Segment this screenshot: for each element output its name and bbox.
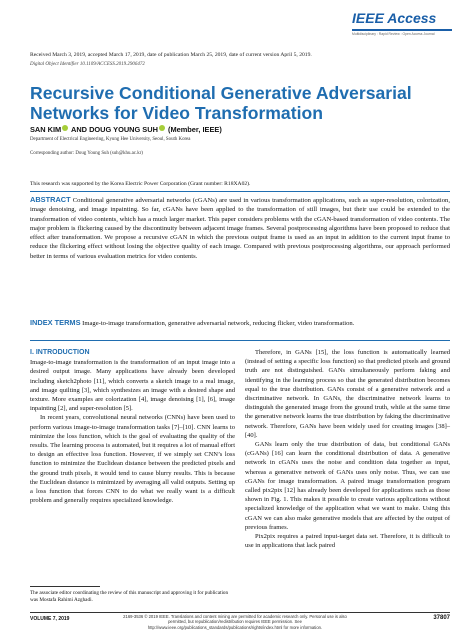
logo-text: IEEE Access [352, 10, 437, 26]
orcid-icon [159, 125, 165, 131]
volume-label: VOLUME 7, 2019 [30, 616, 70, 622]
paragraph: Image-to-image transformation is the transformation of an input image into a desired output image. Many applications have already been developed including sketch2photo [11], which converts a sketch image to a real image, and image quilting [3], which synthesizes an image with a desired shape and texture. More examples are colorization [4], image denoising [1], [6], image inpainting [2], and super-resolution [5]. [30, 359, 235, 413]
license-note: 2169-3536 © 2019 IEEE. Translations and content mining are permitted for academic research only. Personal use is also permitted, but republication/redistribution requires IEEE permission. See http://www.ieee.org/publications_standards/publications/rights/index.html for more information. [123, 614, 347, 630]
paragraph: Therefore, in GANs [15], the loss function is automatically learned (instead of setting a specific loss function) so that predicted pixels and ground truth are not distinguished. GANs simultaneously perform faking and identifying in the learning process so that the generated distribution becomes equal to the true distribution. GANs consist of a generative network and a discriminative network. In GANs, the discriminative network learns to distinguish the generated image from the ground truth, while at the same time the generative network learns the true distribution by faking the discriminative network. Therefore, GANs have been widely used for creating images [38]–[40]. [245, 349, 450, 439]
author-line [30, 125, 222, 134]
abstract-top-rule [30, 191, 450, 192]
corresponding-author: Corresponding author: Doug Young Suh (suh@khu.ac.kr) [30, 151, 143, 156]
author-1: SAN KIM [30, 125, 62, 134]
footnote: The associate editor coordinating the review of this manuscript and approving it for publication was Mostafa Rahimi Azghadi. [30, 590, 229, 603]
logo-underline [352, 29, 452, 31]
orcid-icon [62, 125, 68, 131]
keywords-bottom-rule [30, 340, 450, 341]
paragraph: Pix2pix requires a paired input-target data set. Therefore, it is difficult to use in applications that lack paired [245, 533, 450, 550]
affiliation: Department of Electrical Engineering, Kyung Hee University, Seoul, South Korea [30, 137, 191, 142]
page-number: 37807 [433, 615, 450, 621]
logo-tagline: Multidisciplinary : Rapid Review : Open Access Journal [352, 32, 435, 36]
paragraph: GANs learn only the true distribution of data, but conditional GANs (cGANs) [16] can learn the conditional distribution of data. A generative network in cGANs uses the noise and condition data together as input, whereas a generative network of GANs uses only noise. Thus, we can use cGANs for image transformation. A paired image transformation program called pix2pix [12] has already been developed for applications such as those shown in Fig. 1. This makes it possible to create various applications without specialized knowledge of the application what we want to make. Using this cGAN we can also make generative models that are affected by the output of previous frames. [245, 441, 450, 531]
doi-line: Digital Object Identifier 10.1109/ACCESS.2019.2906472 [30, 62, 145, 67]
received-dates: Received March 3, 2019, accepted March 17, 2019, date of publication March 25, 2019, date of current version April 5, 2019. [30, 52, 312, 58]
abstract-label: ABSTRACT [30, 195, 71, 204]
right-column [245, 348, 450, 550]
index-terms [30, 318, 450, 328]
index-terms-text: Image-to-image transformation, generative adversarial network, reducing flicker, video transformation. [82, 320, 355, 327]
paragraph: In recent years, convolutional neural networks (CNNs) have been used to perform various image-to-image transformation tasks [7]–[10]. CNN learns to minimize the loss function, which is the goal of evaluating the quality of the results. The learning process is automated, but it requires a lot of manual effort to design an effective loss function. However, if we simply set CNN’s loss function to minimize the Euclidean distance between the predicted pixels and the ground truth pixels, it would tend to cause blurry results. This is because the Euclidean distance is minimized by averaging all valid outputs. Setting up a loss function that forces CNN to do what we really want is a difficult problem and generally requires specialized knowledge. [30, 414, 235, 505]
section-heading: I. INTRODUCTION [30, 349, 90, 356]
funding-note: This research was supported by the Korea Electric Power Corporation (Grant number: R18XA02). [30, 181, 251, 187]
abstract [30, 195, 450, 261]
footer-rule [30, 612, 450, 613]
abstract-text: Conditional generative adversarial networks (cGANs) are used in various transformation applications, such as super-resolution, colorization, image denoising, and image inpainting. So far, cGANs have been applied to the transformation of still images, but their use could be extended to the transformation of video contents, which has a much larger market. This paper considers problems with the cGAN-based transformation of video contents. The major problem is flickering caused by the discontinuity between adjacent image frames. Several postprocessing algorithms have been proposed to reduce that effect after transformation. We propose a recursive cGAN in which the previous output frame is used as an input in addition to the current input frame to reduce the flickering effect without losing the objective quality of each image. Compared with previous postprocessing algorithms, our approach performed better in terms of various evaluation metrics for video contents. [30, 197, 450, 260]
paper-title: Recursive Conditional Generative Adversarial Networks for Video Transformation [30, 83, 412, 123]
left-column [30, 348, 235, 505]
ieee-access-logo [352, 10, 452, 36]
author-membership: (Member, IEEE) [167, 125, 222, 134]
author-2: AND DOUG YOUNG SUH [71, 125, 158, 134]
footnote-rule [30, 586, 100, 587]
index-terms-label: INDEX TERMS [30, 318, 81, 327]
